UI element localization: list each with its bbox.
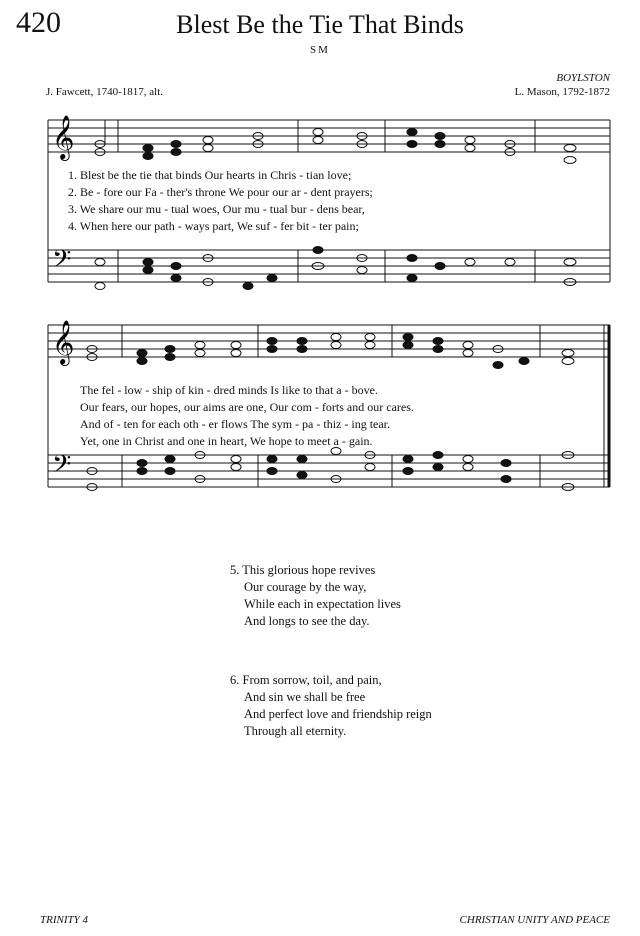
lyric-line-1-3: 3. We share our mu - tual woes, Our mu - tual bur - dens bear,	[68, 202, 365, 216]
lyric-line-1-1: 1. Blest be the tie that binds Our hearts in Chris - tian love;	[68, 168, 352, 182]
bass-staff-2	[48, 455, 610, 487]
treble-staff-1	[48, 120, 610, 152]
stanza-5-line: Our courage by the way,	[244, 580, 367, 594]
lyric-line-2-1: The fel - low - ship of kin - dred minds Is like to that a - bove.	[80, 383, 378, 397]
bass-clef-icon: 𝄢	[52, 451, 72, 484]
treble-notes-2	[87, 334, 574, 369]
footer-season: TRINITY 4	[40, 914, 88, 926]
stanza-5-line: And longs to see the day.	[244, 614, 370, 628]
footer-category: CHRISTIAN UNITY AND PEACE	[459, 914, 610, 926]
hymn-title: Blest Be the Tie That Binds	[176, 10, 464, 39]
stanza-6	[230, 672, 432, 740]
tune-name: BOYLSTON	[556, 72, 610, 84]
stanza-5-line: 5. This glorious hope revives	[230, 563, 376, 577]
stanza-5-line: While each in expectation lives	[244, 597, 401, 611]
hymn-number: 420	[16, 6, 61, 39]
lyric-line-1-4: 4. When here our path - ways part, We suf - fer bit - ter pain;	[68, 219, 359, 233]
treble-clef-icon: 𝄞	[52, 322, 75, 364]
bass-notes-2	[87, 448, 574, 491]
meter-label: SM	[310, 44, 330, 56]
treble-staff-2	[48, 325, 610, 357]
treble-notes-1	[95, 120, 576, 164]
bass-staff-1	[48, 250, 610, 282]
bass-clef-icon: 𝄢	[52, 246, 72, 279]
treble-clef-icon: 𝄞	[52, 117, 75, 159]
lyric-line-2-4: Yet, one in Christ and one in heart, We hope to meet a - gain.	[80, 434, 373, 448]
lyric-line-2-3: And of - ten for each oth - er flows The sym - pa - thiz - ing tear.	[80, 417, 391, 431]
stanza-6-line: Through all eternity.	[244, 724, 347, 738]
stanza-6-line: And perfect love and friendship reign	[244, 707, 432, 721]
stanza-5	[230, 562, 401, 630]
bass-notes-1	[95, 247, 576, 290]
lyric-line-1-2: 2. Be - fore our Fa - ther's throne We pour our ar - dent prayers;	[68, 185, 373, 199]
stanza-6-line: And sin we shall be free	[244, 690, 366, 704]
lyric-line-2-2: Our fears, our hopes, our aims are one, Our com - forts and our cares.	[80, 400, 414, 414]
text-credit: J. Fawcett, 1740-1817, alt.	[46, 86, 164, 98]
stanza-6-line: 6. From sorrow, toil, and pain,	[230, 673, 382, 687]
music-credit: L. Mason, 1792-1872	[514, 86, 610, 98]
